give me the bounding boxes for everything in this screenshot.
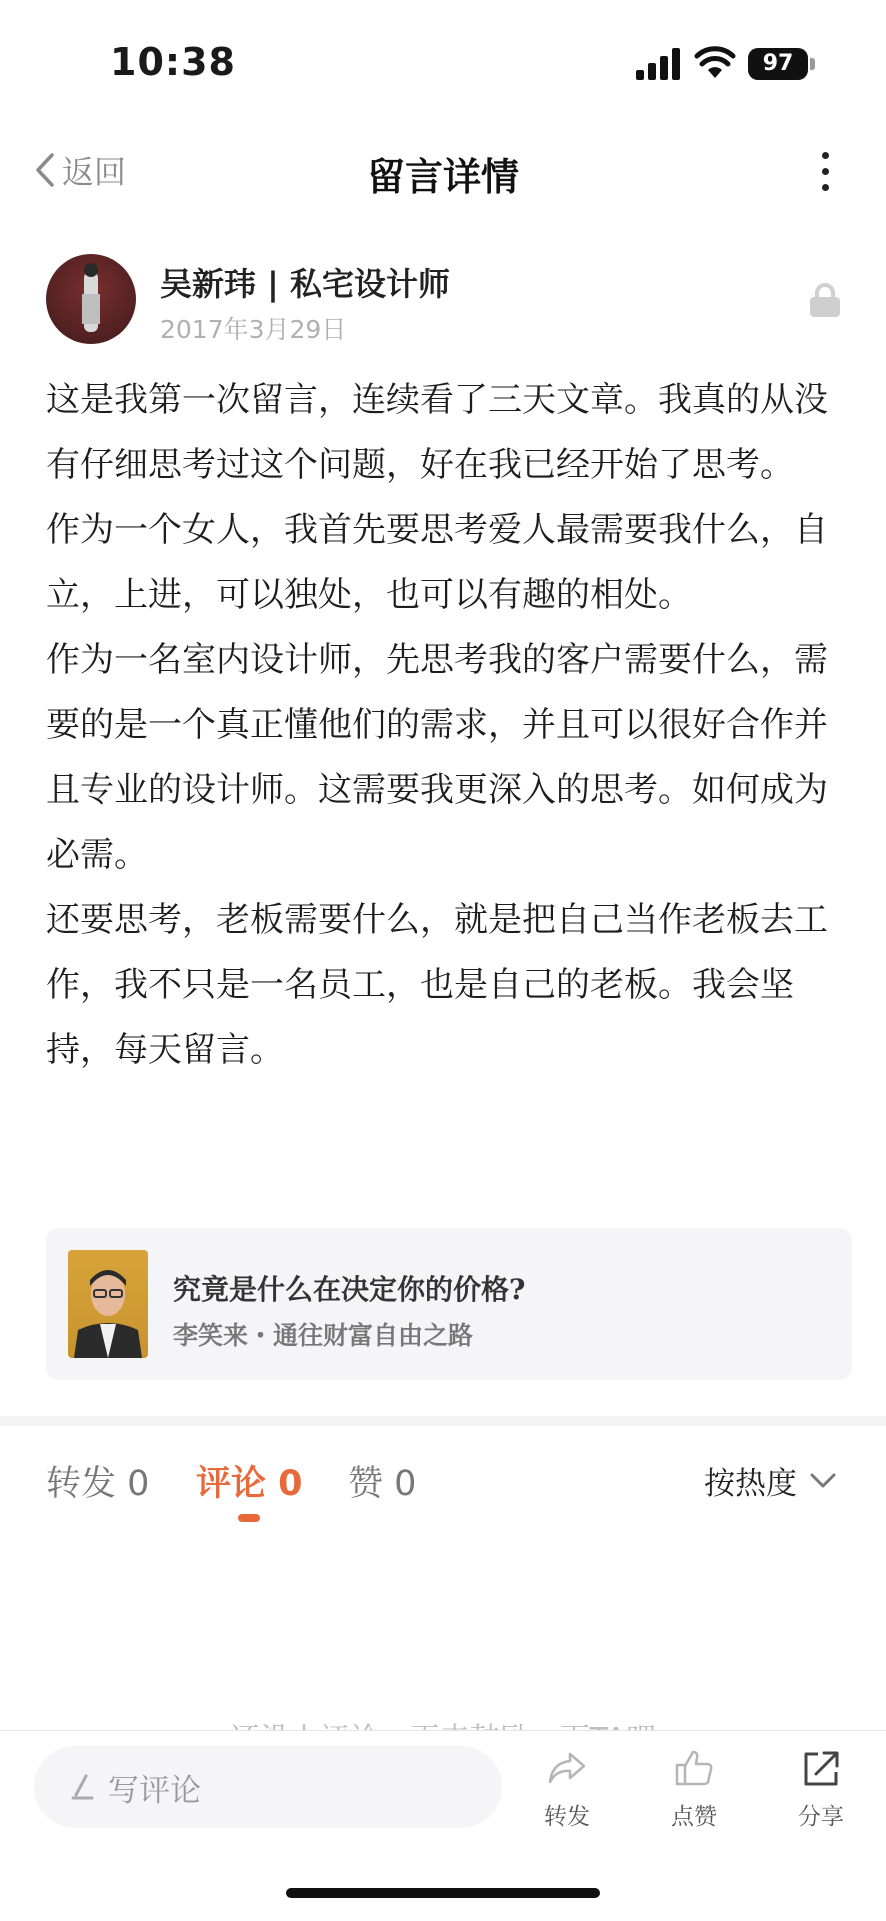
back-label: 返回 <box>62 153 127 191</box>
content-paragraph: 这是我第一次留言，连续看了三天文章。我真的从没有仔细思考过这个问题，好在我已经开始了思考。 <box>46 380 828 485</box>
share-button[interactable] <box>781 1748 861 1831</box>
battery-icon: 97 <box>748 48 808 80</box>
share-external-icon <box>800 1748 842 1788</box>
author-portrait-icon <box>68 1250 148 1358</box>
sort-dropdown[interactable] <box>704 1458 837 1503</box>
tab-repost[interactable]: 转发 0 <box>46 1464 150 1504</box>
content-paragraph: 还要思考，老板需要什么，就是把自己当作老板去工作，我不只是一名员工，也是自己的老板。我会坚持，每天留言。 <box>46 900 828 1070</box>
avatar-figure-icon <box>46 254 136 344</box>
more-options-icon[interactable] <box>812 150 840 194</box>
sort-label: 按热度 <box>704 1466 797 1502</box>
like-button[interactable] <box>654 1748 734 1831</box>
page-title: 留言详情 <box>366 155 519 199</box>
pen-icon <box>70 1773 96 1801</box>
post-date: 2017年3月29日 <box>160 315 347 344</box>
thumbs-up-icon <box>673 1748 715 1788</box>
author-name[interactable]: 吴新玮 | 私宅设计师 <box>160 265 450 303</box>
section-divider <box>0 1416 886 1426</box>
article-source: 李笑来・通往财富自由之路 <box>173 1321 474 1350</box>
chevron-down-icon <box>809 1472 837 1490</box>
repost-button[interactable] <box>527 1748 607 1831</box>
like-label: 点赞 <box>671 1804 717 1830</box>
home-indicator <box>286 1888 600 1898</box>
article-title: 究竟是什么在决定你的价格? <box>173 1273 526 1306</box>
active-tab-indicator <box>238 1514 260 1522</box>
tab-comment[interactable]: 评论 0 <box>196 1464 303 1504</box>
share-label: 分享 <box>798 1804 844 1830</box>
repost-label: 转发 <box>544 1804 590 1830</box>
cellular-signal-icon <box>636 48 682 80</box>
tab-like[interactable]: 赞 0 <box>348 1464 417 1504</box>
comment-placeholder: 写评论 <box>108 1772 201 1809</box>
comment-content <box>46 368 856 1083</box>
write-comment-input[interactable] <box>34 1746 502 1828</box>
article-card[interactable] <box>46 1228 852 1380</box>
repost-arrow-icon <box>546 1748 588 1788</box>
content-paragraph: 作为一个女人，我首先要思考爱人最需要我什么，自立，上进，可以独处，也可以有趣的相处。 <box>46 510 828 615</box>
avatar[interactable] <box>46 254 136 344</box>
status-time: 10:38 <box>110 40 236 84</box>
wifi-icon <box>695 46 735 80</box>
battery-tip <box>810 58 815 70</box>
content-paragraph: 作为一名室内设计师，先思考我的客户需要什么，需要的是一个真正懂他们的需求，并且可以很好合作并且专业的设计师。这需要我更深入的思考。如何成为必需。 <box>46 640 828 875</box>
lock-icon[interactable] <box>808 282 842 318</box>
article-thumbnail <box>68 1250 148 1358</box>
